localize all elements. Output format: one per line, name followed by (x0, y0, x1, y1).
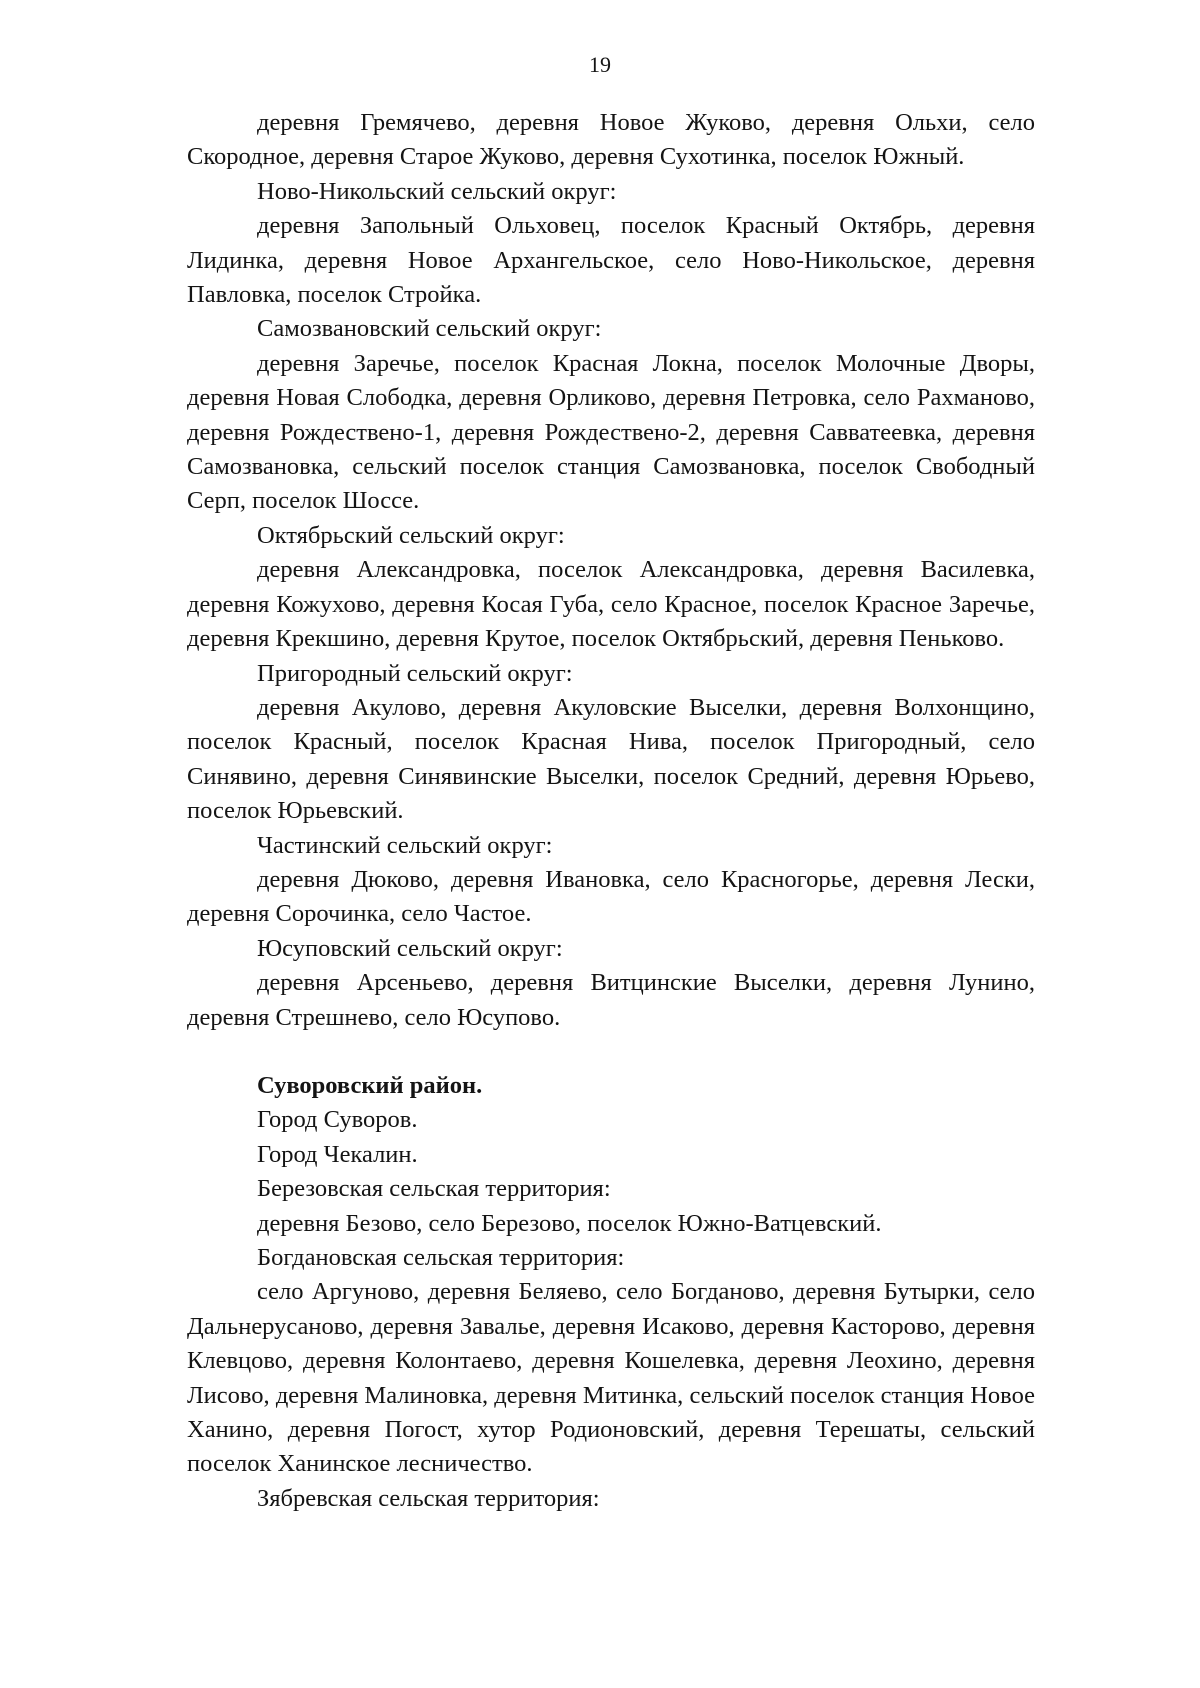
rural-territory-heading: Зябревская сельская территория: (257, 1484, 600, 1512)
settlement-list: деревня Акулово, деревня Акуловские Выселки, деревня Волхонщино, поселок Красный, поселок Красная Нива, поселок Пригородный, село Синявино, деревня Синявинские Выселки, поселок Средний, деревня Юрьево, поселок Юрьевский. (187, 693, 1035, 825)
city-entry: Город Суворов. (257, 1106, 418, 1134)
rural-district-heading: Юсуповский сельский округ: (257, 934, 563, 962)
district-heading: Суворовский район. (257, 1071, 483, 1099)
rural-district-heading: Самозвановский сельский округ: (257, 315, 602, 343)
settlement-list: деревня Дюково, деревня Ивановка, село Красногорье, деревня Лески, деревня Сорочинка, село Частое. (187, 865, 1035, 928)
city-entry: Город Чекалин. (257, 1140, 418, 1168)
rural-district-heading: Частинский сельский округ: (257, 831, 553, 859)
settlement-list: деревня Арсеньево, деревня Витцинские Выселки, деревня Лунино, деревня Стрешнево, село Юсупово. (187, 969, 1035, 1031)
settlement-list: деревня Заречье, поселок Красная Локна, поселок Молочные Дворы, деревня Новая Слободка, деревня Орликово, деревня Петровка, село Рахманово, деревня Рождествено-1, деревня Рождествено-2, деревня Савватеевка, деревня Самозвановка, сельский поселок станция Самозвановка, поселок Свободный Серп, поселок Шоссе. (187, 349, 1035, 515)
rural-district-heading: Октябрьский сельский округ: (257, 521, 565, 549)
rural-district-heading: Ново-Никольский сельский округ: (257, 177, 617, 205)
settlement-list: село Аргуново, деревня Беляево, село Богданово, деревня Бутырки, село Дальнерусаново, деревня Завалье, деревня Исаково, деревня Касторово, деревня Клевцово, деревня Колонтаево, деревня Кошелевка, деревня Леохино, деревня Лисово, деревня Малиновка, деревня Митинка, сельский поселок станция Новое Ханино, деревня Погост, хутор Родионовский, деревня Терешаты, сельский поселок Ханинское лесничество. (187, 1278, 1035, 1478)
settlement-list: деревня Запольный Ольховец, поселок Красный Октябрь, деревня Лидинка, деревня Новое Архангельское, село Ново-Никольское, деревня Павловка, поселок Стройка. (187, 212, 1035, 309)
page-number: 19 (589, 52, 611, 77)
settlement-list: деревня Александровка, поселок Александровка, деревня Василевка, деревня Кожухово, деревня Косая Губа, село Красное, поселок Красное Заречье, деревня Крекшино, деревня Крутое, поселок Октябрьский, деревня Пеньково. (187, 556, 1035, 653)
rural-territory-heading: Богдановская сельская территория: (257, 1244, 625, 1271)
settlement-list: деревня Гремячево, деревня Новое Жуково, деревня Ольхи, село Скородное, деревня Старое Жуково, деревня Сухотинка, поселок Южный. (187, 109, 1035, 171)
rural-district-heading: Пригородный сельский округ: (257, 659, 573, 687)
document-body (187, 106, 1035, 1516)
rural-territory-heading: Березовская сельская территория: (257, 1175, 611, 1203)
settlement-list: деревня Безово, село Березово, поселок Южно-Ватцевский. (257, 1209, 882, 1237)
